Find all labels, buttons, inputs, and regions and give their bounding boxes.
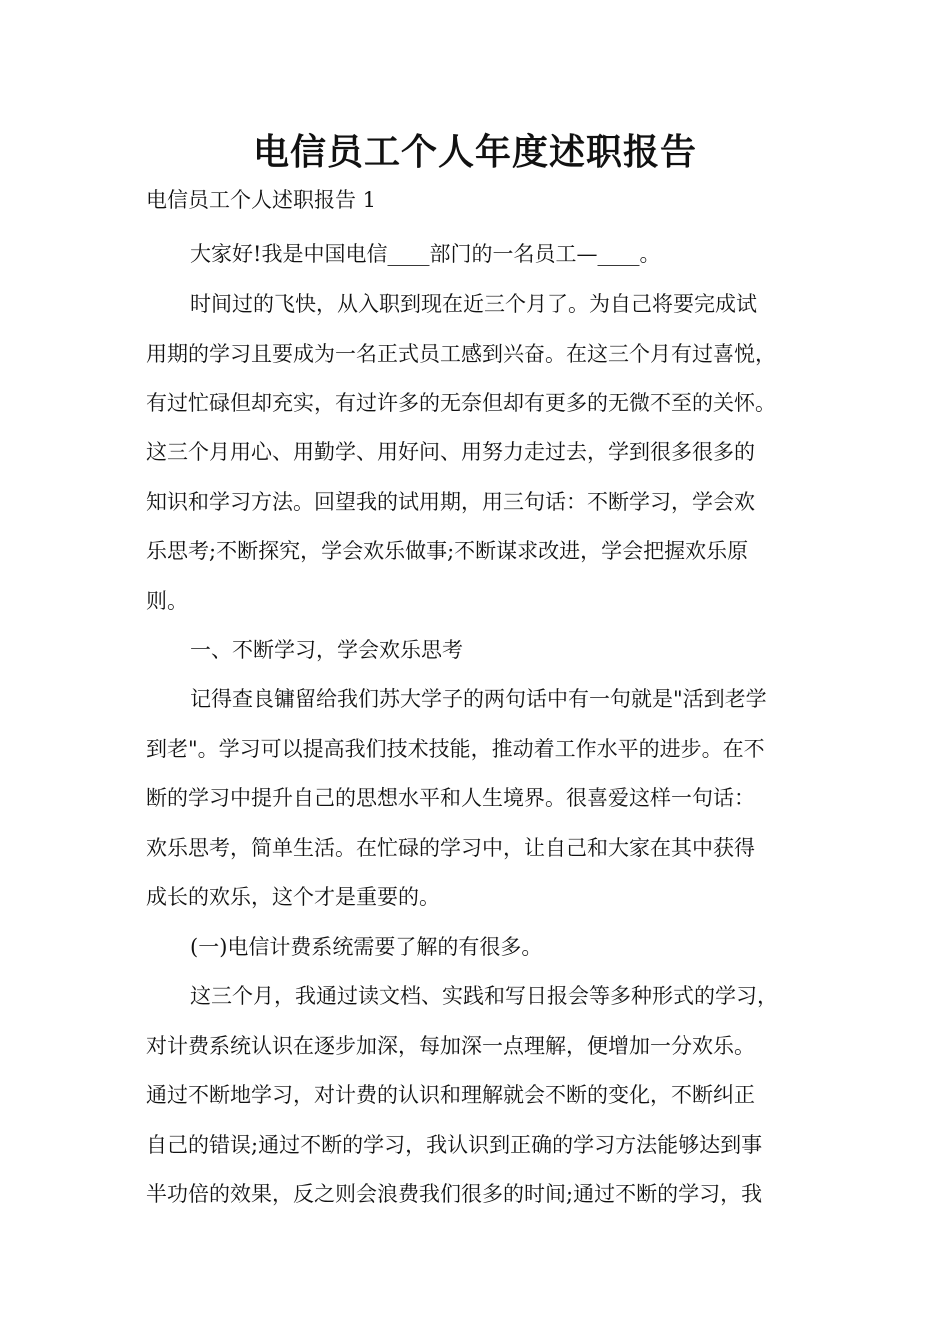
paragraph-line: 半功倍的效果，反之则会浪费我们很多的时间;通过不断的学习，我 <box>146 1182 763 1206</box>
paragraph-line: 乐思考;不断探究，学会欢乐做事;不断谋求改进，学会把握欢乐原 <box>146 539 749 563</box>
paragraph-line: 自己的错误;通过不断的学习，我认识到正确的学习方法能够达到事 <box>146 1133 763 1157</box>
paragraph-line: 用期的学习且要成为一名正式员工感到兴奋。在这三个月有过喜悦， <box>146 342 776 366</box>
paragraph-line: 对计费系统认识在逐步加深，每加深一点理解，便增加一分欢乐。 <box>146 1034 755 1058</box>
paragraph-line: 到老"。学习可以提高我们技术技能，推动着工作水平的进步。在不 <box>146 737 765 761</box>
paragraph-line: 有过忙碌但却充实，有过许多的无奈但却有更多的无微不至的关怀。 <box>146 391 776 415</box>
paragraph-line: 通过不断地学习，对计费的认识和理解就会不断的变化，不断纠正 <box>146 1083 755 1107</box>
paragraph-line: 则。 <box>146 589 188 613</box>
subsection-heading-line: (一)电信计费系统需要了解的有很多。 <box>190 935 543 959</box>
paragraph-line: 时间过的飞快，从入职到现在近三个月了。为自己将要完成试 <box>190 292 757 316</box>
paragraph-line: 知识和学习方法。回望我的试用期，用三句话：不断学习，学会欢 <box>146 490 755 514</box>
section-heading-line: 一、不断学习，学会欢乐思考 <box>190 638 463 662</box>
section-heading: 电信员工个人述职报告 1 <box>146 188 377 212</box>
paragraph-line: 成长的欢乐，这个才是重要的。 <box>146 885 440 909</box>
paragraph-line: 大家好!我是中国电信____部门的一名员工—____。 <box>190 242 661 266</box>
paragraph-line: 这三个月用心、用勤学、用好问、用努力走过去，学到很多很多的 <box>146 440 755 464</box>
paragraph-line: 断的学习中提升自己的思想水平和人生境界。很喜爱这样一句话： <box>146 786 755 810</box>
paragraph-line: 欢乐思考，简单生活。在忙碌的学习中，让自己和大家在其中获得 <box>146 836 755 860</box>
paragraph-line: 这三个月，我通过读文档、实践和写日报会等多种形式的学习， <box>190 984 778 1008</box>
document-title: 电信员工个人年度述职报告 <box>252 131 697 173</box>
paragraph-line: 记得查良镛留给我们苏大学子的两句话中有一句就是"活到老学 <box>190 687 767 711</box>
